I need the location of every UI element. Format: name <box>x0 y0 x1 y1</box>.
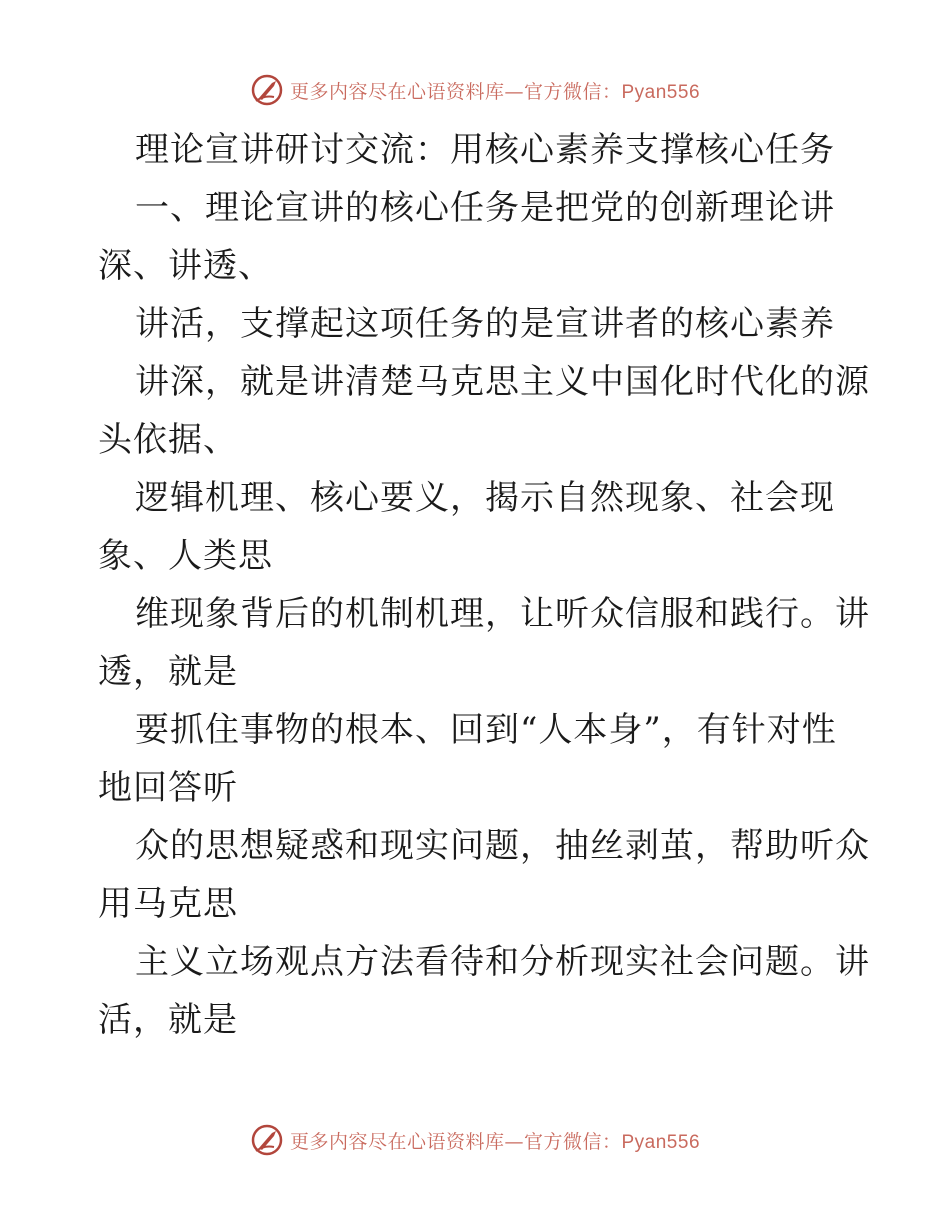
paragraph-line: 象、人类思 <box>98 536 273 576</box>
footer-banner-text <box>290 1127 700 1154</box>
paragraph-line: 头依据、 <box>98 420 238 460</box>
paragraph-line: 透，就是 <box>98 652 238 692</box>
quill-pen-logo-icon <box>250 73 284 107</box>
paragraph-line: 用马克思 <box>98 884 238 924</box>
paragraph-line: 一、理论宣讲的核心任务是把党的创新理论讲 <box>135 188 835 228</box>
paragraph-line: 深、讲透、 <box>98 246 273 286</box>
paragraph-line: 讲深，就是讲清楚马克思主义中国化时代化的源 <box>135 362 870 402</box>
quill-pen-logo-icon <box>250 1123 284 1157</box>
header-banner-text <box>290 77 700 104</box>
paragraph-line: 要抓住事物的根本、回到“人本身”，有针对性 <box>135 710 837 750</box>
document-title: 理论宣讲研讨交流：用核心素养支撑核心任务 <box>135 130 835 170</box>
paragraph-line: 主义立场观点方法看待和分析现实社会问题。讲 <box>135 942 870 982</box>
header-banner <box>0 70 950 110</box>
paragraph-line: 讲活，支撑起这项任务的是宣讲者的核心素养 <box>135 304 835 344</box>
header-banner-label: 更多内容尽在心语资料库—官方微信： <box>289 80 622 103</box>
header-wechat-id: Pyan556 <box>621 81 701 103</box>
footer-banner <box>0 1120 950 1160</box>
paragraph-line: 维现象背后的机制机理，让听众信服和践行。讲 <box>135 594 870 634</box>
paragraph-line: 活，就是 <box>98 1000 238 1040</box>
footer-wechat-id: Pyan556 <box>621 1131 701 1153</box>
footer-banner-label: 更多内容尽在心语资料库—官方微信： <box>289 1130 622 1153</box>
paragraph-line: 逻辑机理、核心要义，揭示自然现象、社会现 <box>135 478 835 518</box>
paragraph-line: 众的思想疑惑和现实问题，抽丝剥茧，帮助听众 <box>135 826 870 866</box>
paragraph-line: 地回答听 <box>98 768 238 808</box>
